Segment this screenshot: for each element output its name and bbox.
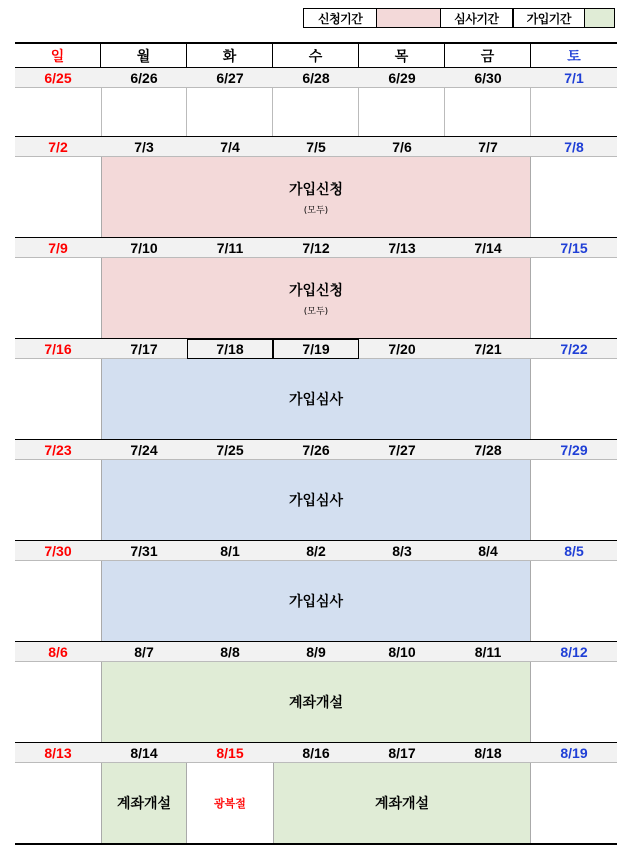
- date-cell: 8/9: [273, 642, 359, 662]
- event-title: 가입심사: [288, 594, 344, 610]
- legend-apply-swatch: [377, 9, 441, 27]
- date-cell: 7/22: [531, 339, 617, 359]
- date-cell: 8/5: [531, 541, 617, 561]
- empty-cell: [15, 460, 101, 540]
- date-cell: 7/27: [359, 440, 445, 460]
- date-cell: 7/28: [445, 440, 531, 460]
- event-band: [101, 561, 531, 641]
- date-cell: 7/6: [359, 137, 445, 157]
- weekday-sat: 토: [567, 48, 581, 65]
- event-band: [101, 359, 531, 439]
- date-cell: 7/2: [15, 137, 101, 157]
- date-cell: 8/10: [359, 642, 445, 662]
- week-row: [15, 642, 617, 743]
- empty-cell: [445, 88, 531, 136]
- event-band: [101, 157, 531, 237]
- date-cell: 6/29: [359, 68, 445, 88]
- date-cell: 7/19: [273, 339, 359, 359]
- week-row: [15, 137, 617, 238]
- date-cell: 7/13: [359, 238, 445, 258]
- date-cell: 7/14: [445, 238, 531, 258]
- date-cell: 7/31: [101, 541, 187, 561]
- empty-cell: [15, 662, 101, 742]
- event-title: 가입심사: [288, 493, 344, 509]
- empty-cell: [531, 359, 617, 439]
- date-cell: 7/10: [101, 238, 187, 258]
- date-cell: 7/5: [273, 137, 359, 157]
- week-row: [15, 238, 617, 339]
- date-cell: 8/19: [531, 743, 617, 763]
- date-cell: 8/15: [187, 743, 273, 763]
- date-cell: 7/7: [445, 137, 531, 157]
- date-cell: 7/9: [15, 238, 101, 258]
- event-band: [101, 460, 531, 540]
- event-subtitle: (모두): [303, 205, 329, 216]
- date-cell: 7/20: [359, 339, 445, 359]
- date-cell: 8/2: [273, 541, 359, 561]
- event-title: 계좌개설: [116, 796, 172, 812]
- date-cell: 7/21: [445, 339, 531, 359]
- empty-cell: [273, 88, 359, 136]
- event-subtitle: (모두): [303, 306, 329, 317]
- date-cell: 7/25: [187, 440, 273, 460]
- date-cell: 6/28: [273, 68, 359, 88]
- empty-cell: [531, 88, 617, 136]
- date-cell: 6/25: [15, 68, 101, 88]
- date-cell: 7/11: [187, 238, 273, 258]
- empty-cell: [531, 662, 617, 742]
- event-band: [101, 258, 531, 338]
- event-title: 계좌개설: [374, 796, 430, 812]
- empty-cell: [531, 561, 617, 641]
- date-cell: 7/16: [15, 339, 101, 359]
- weekday-fri: 금: [445, 44, 531, 67]
- calendar: [15, 42, 617, 845]
- date-cell: 7/30: [15, 541, 101, 561]
- week-row: [15, 339, 617, 440]
- date-cell: 7/12: [273, 238, 359, 258]
- empty-cell: [531, 157, 617, 237]
- empty-cell: [15, 88, 101, 136]
- date-cell: 8/4: [445, 541, 531, 561]
- date-cell: 8/3: [359, 541, 445, 561]
- date-cell: 7/4: [187, 137, 273, 157]
- weekday-tue: 화: [187, 44, 273, 67]
- empty-cell: [531, 460, 617, 540]
- holiday-label: 광복절: [187, 763, 273, 843]
- date-cell: 6/26: [101, 68, 187, 88]
- date-cell: 8/8: [187, 642, 273, 662]
- empty-cell: [531, 763, 617, 843]
- legend: [303, 8, 615, 28]
- date-cell: 7/23: [15, 440, 101, 460]
- date-cell: 8/17: [359, 743, 445, 763]
- event-title: 가입신청: [288, 181, 344, 198]
- legend-join-swatch: [585, 9, 614, 27]
- event-title: 계좌개설: [288, 695, 344, 711]
- event-band: [101, 662, 531, 742]
- weekday-thu: 목: [359, 44, 445, 67]
- date-cell: 8/11: [445, 642, 531, 662]
- empty-cell: [15, 359, 101, 439]
- week-row: [15, 68, 617, 137]
- date-cell: 6/27: [187, 68, 273, 88]
- event-title: 가입신청: [288, 282, 344, 299]
- empty-cell: [187, 88, 273, 136]
- date-cell: 7/3: [101, 137, 187, 157]
- week-row: [15, 440, 617, 541]
- date-cell: 8/7: [101, 642, 187, 662]
- date-cell: 8/14: [101, 743, 187, 763]
- date-cell: 7/29: [531, 440, 617, 460]
- weekday-sun: 일: [15, 44, 101, 67]
- date-cell: 8/18: [445, 743, 531, 763]
- weekday-header: [15, 42, 617, 68]
- empty-cell: [101, 88, 187, 136]
- date-cell: 7/24: [101, 440, 187, 460]
- date-cell: 7/18: [187, 339, 273, 359]
- date-cell: 7/1: [531, 68, 617, 88]
- date-cell: 8/16: [273, 743, 359, 763]
- empty-cell: [15, 561, 101, 641]
- empty-cell: [531, 258, 617, 338]
- legend-apply-label: 신청기간: [304, 9, 377, 27]
- date-cell: 7/15: [531, 238, 617, 258]
- date-cell: 8/12: [531, 642, 617, 662]
- date-cell: 6/30: [445, 68, 531, 88]
- date-cell: 8/6: [15, 642, 101, 662]
- calendar-weeks: [15, 68, 617, 845]
- date-cell: 7/26: [273, 440, 359, 460]
- weekday-wed: 수: [273, 44, 359, 67]
- empty-cell: [15, 258, 101, 338]
- date-cell: 8/1: [187, 541, 273, 561]
- date-cell: 7/8: [531, 137, 617, 157]
- legend-join-label: 가입기간: [514, 9, 585, 27]
- empty-cell: [15, 157, 101, 237]
- date-cell: 7/17: [101, 339, 187, 359]
- week-row: [15, 541, 617, 642]
- legend-review-label: 심사기간: [441, 9, 512, 27]
- weekday-mon: 월: [101, 44, 187, 67]
- empty-cell: [15, 763, 101, 843]
- week-row: [15, 743, 617, 845]
- event-title: 가입심사: [288, 392, 344, 408]
- date-cell: 8/13: [15, 743, 101, 763]
- event-band: [101, 763, 187, 843]
- event-band: [273, 763, 531, 843]
- empty-cell: [359, 88, 445, 136]
